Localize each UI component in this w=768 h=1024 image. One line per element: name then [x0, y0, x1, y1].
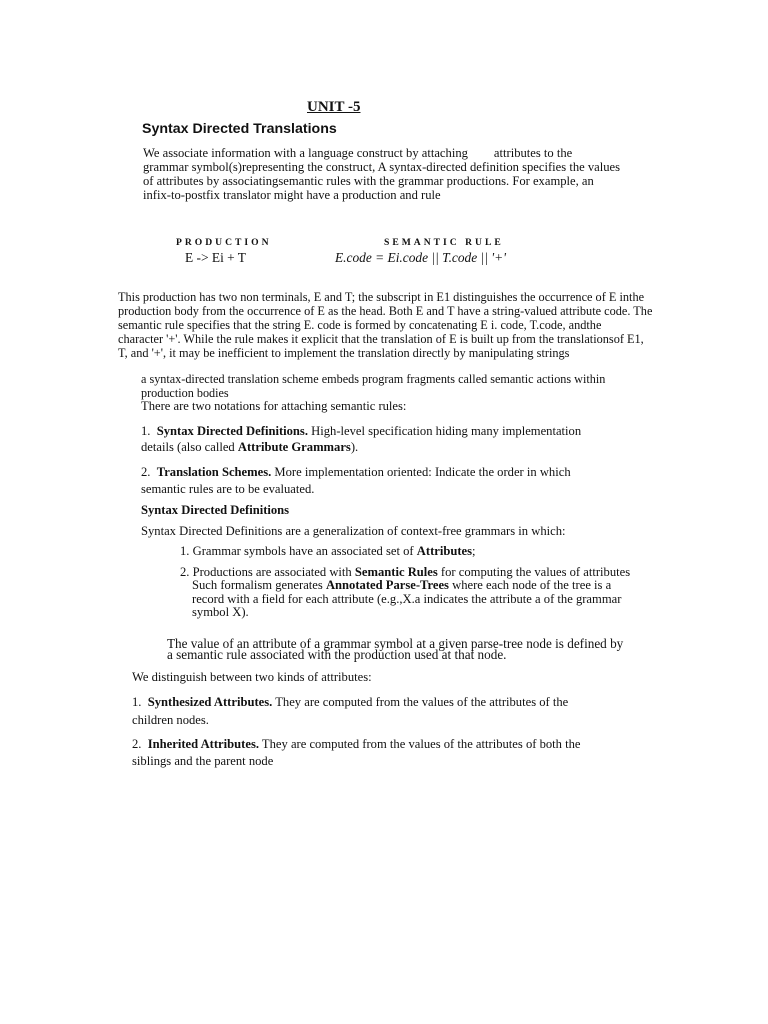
- item-text: ).: [350, 440, 359, 454]
- item-term: Synthesized Attributes.: [147, 695, 273, 709]
- explanation-line: T, and '+', it may be inefficient to implement the translation directly by manipulating strings: [118, 346, 570, 360]
- item-number: 2.: [132, 737, 142, 751]
- point-text: Such formalism generates: [192, 578, 326, 592]
- point-term: Semantic Rules: [354, 565, 438, 579]
- intro-line: grammar symbol(s)representing the construct, A syntax-directed definition specifies the values: [143, 160, 621, 174]
- note-line: The value of an attribute of a grammar symbol at a given parse-tree node is defined by: [167, 636, 624, 651]
- scheme-line: a syntax-directed translation scheme embeds program fragments called semantic actions within: [141, 372, 606, 386]
- explanation-line: semantic rule specifies that the string E. code is formed by concatenating E i. code, T.code, andthe: [118, 318, 602, 332]
- point-text: 2. Productions are associated with: [180, 565, 355, 579]
- kind-item-1-cont: children nodes.: [132, 713, 209, 727]
- point-text: where each node of the tree is a: [448, 578, 612, 592]
- intro-line-text: attributes to the: [493, 146, 573, 160]
- unit-title: UNIT -5: [307, 99, 361, 115]
- item-text: They are computed from the values of the attributes of both the: [259, 737, 581, 751]
- point-text: for computing the values of attributes: [437, 565, 631, 579]
- notation-item-1-cont: [141, 440, 358, 454]
- notation-item-1: [141, 424, 581, 438]
- sdd-point-1: [180, 544, 476, 558]
- note-line: a semantic rule associated with the production used at that node.: [167, 647, 507, 662]
- point-term: Attributes: [416, 544, 473, 558]
- intro-line: infix-to-postfix translator might have a production and rule: [143, 188, 441, 202]
- item-text: details (also called: [141, 440, 238, 454]
- explanation-line: This production has two non terminals, E and T; the subscript in E1 distinguishes the occurrence of E inthe: [118, 290, 645, 304]
- kind-item-2-cont: siblings and the parent node: [132, 754, 274, 768]
- item-term: Translation Schemes.: [156, 465, 272, 479]
- notation-item-2: [141, 465, 571, 479]
- point-line: symbol X).: [192, 605, 249, 619]
- explanation-line: production body from the occurrence of E as the head. Both E and T have a string-valued attribute code. The: [118, 304, 653, 318]
- scheme-line: There are two notations for attaching semantic rules:: [141, 399, 407, 413]
- section-heading: Syntax Directed Translations: [142, 121, 337, 137]
- sdd-heading: Syntax Directed Definitions: [141, 503, 290, 517]
- item-text: High-level specification hiding many implementation: [308, 424, 582, 438]
- point-text: 1. Grammar symbols have an associated set of: [180, 544, 417, 558]
- production-header: PRODUCTION: [176, 237, 272, 248]
- item-text: More implementation oriented: Indicate the order in which: [271, 465, 571, 479]
- intro-line-text: We associate information with a language construct by attaching: [143, 146, 468, 160]
- kind-item-2: [132, 737, 581, 751]
- explanation-line: character '+'. While the rule makes it explicit that the translation of E is built up from the translationsof E1,: [118, 332, 644, 346]
- point-text: ;: [472, 544, 476, 558]
- semantic-rule-text: E.code = Ei.code || T.code || '+': [335, 250, 507, 265]
- point-line: [192, 578, 611, 592]
- intro-line: of attributes by associatingsemantic rules with the grammar productions. For example, an: [143, 174, 594, 188]
- intro-line: [143, 146, 572, 160]
- item-text: They are computed from the values of the attributes of the: [272, 695, 569, 709]
- item-term: Inherited Attributes.: [147, 737, 259, 751]
- item-number: 2.: [141, 465, 151, 479]
- item-term: Attribute Grammars: [237, 440, 351, 454]
- kind-item-1: [132, 695, 568, 709]
- scheme-line: production bodies: [141, 386, 229, 400]
- item-number: 1.: [141, 424, 151, 438]
- notation-item-2-cont: semantic rules are to be evaluated.: [141, 482, 315, 496]
- semantic-rule-header: SEMANTIC RULE: [384, 237, 504, 248]
- item-number: 1.: [132, 695, 142, 709]
- sdd-intro: Syntax Directed Definitions are a generalization of context-free grammars in which:: [141, 524, 566, 538]
- point-line: record with a field for each attribute (e.g.,X.a indicates the attribute a of the grammar: [192, 592, 622, 606]
- item-term: Syntax Directed Definitions.: [156, 424, 308, 438]
- kinds-intro: We distinguish between two kinds of attributes:: [132, 670, 372, 684]
- point-term: Annotated Parse-Trees: [325, 578, 449, 592]
- production-text: E -> Ei + T: [185, 250, 246, 265]
